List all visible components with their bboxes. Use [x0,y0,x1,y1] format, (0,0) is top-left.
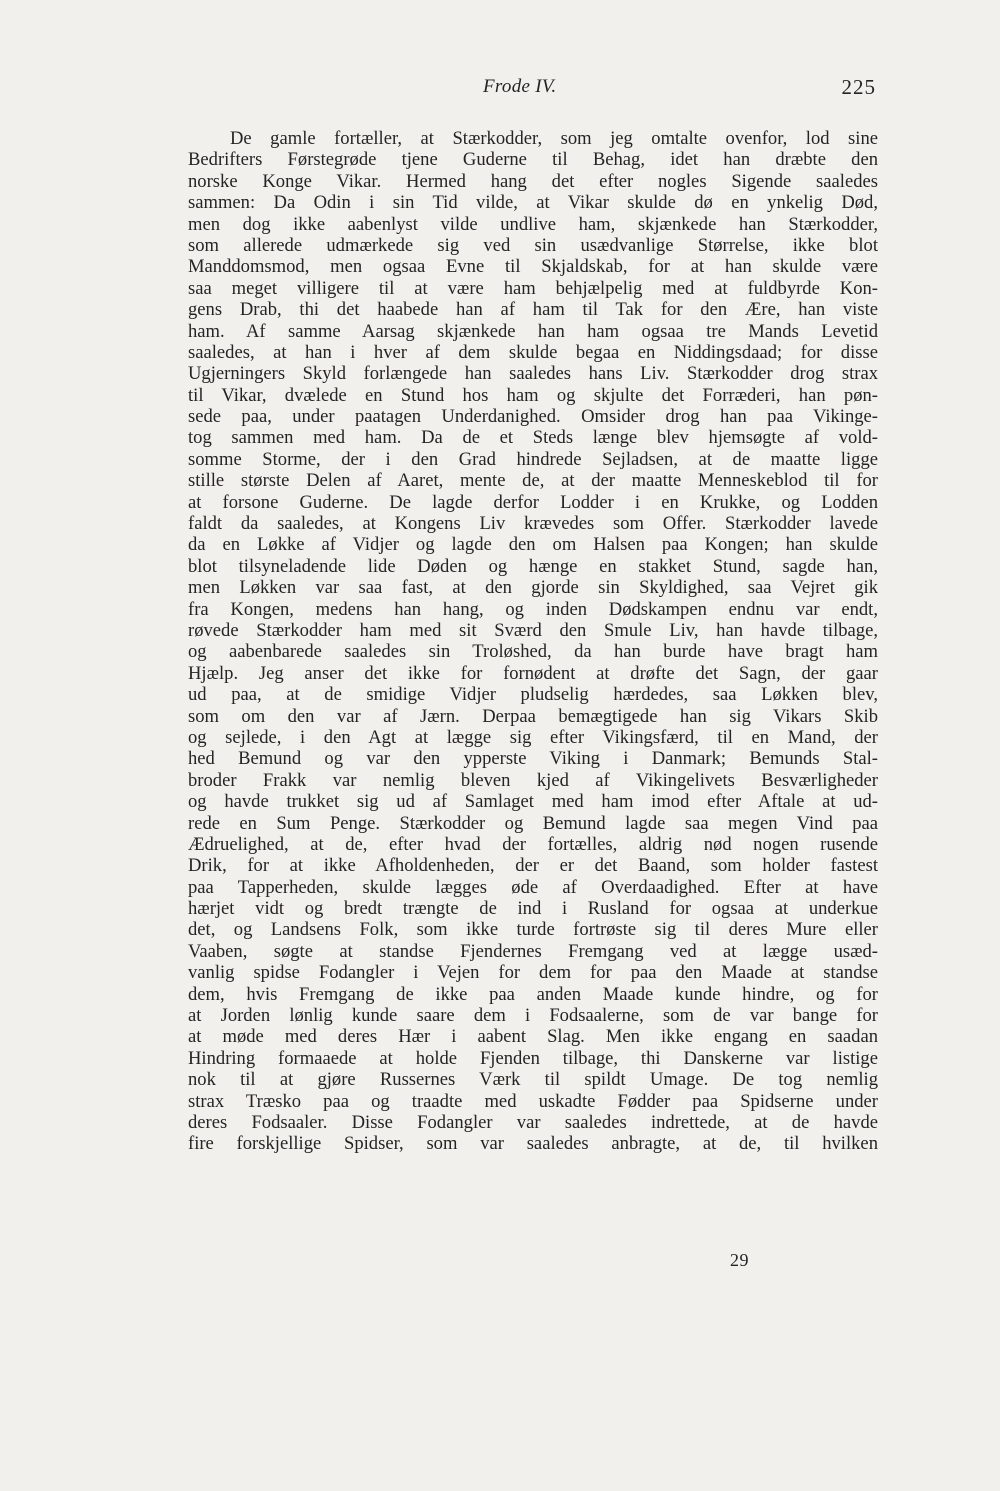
text-line: fire forskjellige Spidser, som var saaledes anbragte, at de, til hvilken [188,1133,878,1155]
text-line: men Løkken var saa fast, at den gjorde sin Skyldighed, saa Vejret gik [188,577,878,599]
text-line: dem, hvis Fremgang de ikke paa anden Maade kunde hindre, og for [188,983,878,1005]
signature-mark: 29 [730,1250,749,1270]
text-line: strax Træsko paa og traadte med uskadte Fødder paa Spidserne under [188,1090,878,1112]
text-line: tog sammen med ham. Da de et Steds længe blev hjemsøgte af vold- [188,427,878,449]
text-line: som om den var af Jærn. Derpaa bemægtigede han sig Vikars Skib [188,705,878,727]
text-line: blot tilsyneladende lide Døden og hænge en stakket Stund, sagde han, [188,555,878,577]
text-line: norske Konge Vikar. Hermed hang det efter nogles Sigende saaledes [188,170,878,192]
text-line: nok til at gjøre Russernes Værk til spildt Umage. De tog nemlig [188,1069,878,1091]
text-line: og havde trukket sig ud af Samlaget med ham imod efter Aftale at ud- [188,791,878,813]
text-line: Hindring formaaede at holde Fjenden tilbage, thi Danskerne var listige [188,1047,878,1069]
text-line: Drik, for at ikke Afholdenheden, der er det Baand, som holder fastest [188,855,878,877]
text-line: da en Løkke af Vidjer og lagde den om Halsen paa Kongen; han skulde [188,534,878,556]
text-line: saa meget villigere til at være ham behjælpelig med at fuldbyrde Kon- [188,277,878,299]
text-line: paa Tapperheden, skulde lægges øde af Overdaadighed. Efter at have [188,876,878,898]
text-line: og aabenbarede saaledes sin Troløshed, da han burde have bragt ham [188,641,878,663]
text-line: stille største Delen af Aaret, mente de, at der maatte Menneskeblod til for [188,470,878,492]
text-line: Bedrifters Førstegrøde tjene Guderne til Behag, idet han dræbte den [188,149,878,171]
text-line: fra Kongen, medens han hang, og inden Dødskampen endnu var endt, [188,598,878,620]
text-line: Manddomsmod, men ogsaa Evne til Skjaldskab, for at han skulde være [188,256,878,278]
text-line: det, og Landsens Folk, som ikke turde fortrøste sig til deres Mure eller [188,919,878,941]
text-line: at forsone Guderne. De lagde derfor Lodder i en Krukke, og Lodden [188,491,878,513]
text-line: røvede Stærkodder ham med sit Sværd den Smule Liv, han havde tilbage, [188,619,878,641]
text-line: ud paa, at de smidige Vidjer pludselig hærdedes, saa Løkken blev, [188,684,878,706]
text-line: ham. Af samme Aarsag skjænkede han ham ogsaa tre Mands Levetid [188,320,878,342]
text-line: Ugjerningers Skyld forlængede han saaledes hans Liv. Stærkodder drog strax [188,363,878,385]
text-line: hed Bemund og var den ypperste Viking i Danmark; Bemunds Stal- [188,748,878,770]
text-line: rede en Sum Penge. Stærkodder og Bemund lagde saa megen Vind paa [188,812,878,834]
text-line: Ædruelighed, at de, efter hvad der fortælles, aldrig nød nogen rusende [188,833,878,855]
text-line: at møde med deres Hær i aabent Slag. Men ikke engang en saadan [188,1026,878,1048]
text-line: som allerede udmærkede sig ved sin usædvanlige Størrelse, ikke blot [188,234,878,256]
text-line: Hjælp. Jeg anser det ikke for fornødent at drøfte det Sagn, der gaar [188,662,878,684]
text-line: De gamle fortæller, at Stærkodder, som jeg omtalte ovenfor, lod sine [230,128,878,149]
text-line: faldt da saaledes, at Kongens Liv krævedes som Offer. Stærkodder lavede [188,513,878,535]
text-line: til Vikar, dvælede en Stund hos ham og skjulte det Forræderi, han pøn- [188,384,878,406]
text-line: at Jorden lønlig kunde saare dem i Fodsaalerne, som de var bange for [188,1005,878,1027]
text-line: hærjet vidt og bredt trængte de ind i Rusland for ogsaa at underkue [188,898,878,920]
running-title: Frode IV. [483,76,557,97]
text-line: saaledes, at han i hver af dem skulde begaa en Niddingsdaad; for disse [188,341,878,363]
text-line: Vaaben, søgte at standse Fjendernes Fremgang ved at lægge usæd- [188,940,878,962]
text-line: broder Frakk var nemlig bleven kjed af Vikingelivets Besværligheder [188,769,878,791]
text-line: sammen: Da Odin i sin Tid vilde, at Vikar skulde dø en ynkelig Død, [188,192,878,214]
text-line: somme Storme, der i den Grad hindrede Sejladsen, at de maatte ligge [188,448,878,470]
text-line: og sejlede, i den Agt at lægge sig efter Vikingsfærd, til en Mand, der [188,726,878,748]
page-number: 225 [841,75,876,99]
text-line: vanlig spidse Fodangler i Vejen for dem for paa den Maade at standse [188,962,878,984]
text-line: sede paa, under paatagen Underdanighed. Omsider drog han paa Vikinge- [188,406,878,428]
text-line: deres Fodsaaler. Disse Fodangler var saaledes indrettede, at de havde [188,1111,878,1133]
text-line: gens Drab, thi det haabede han af ham til Tak for den Ære, han viste [188,299,878,321]
running-header [188,76,878,106]
text-line: men dog ikke aabenlyst vilde undlive ham, skjænkede han Stærkodder, [188,213,878,235]
body-text [188,128,878,1176]
text-line [188,1155,878,1176]
